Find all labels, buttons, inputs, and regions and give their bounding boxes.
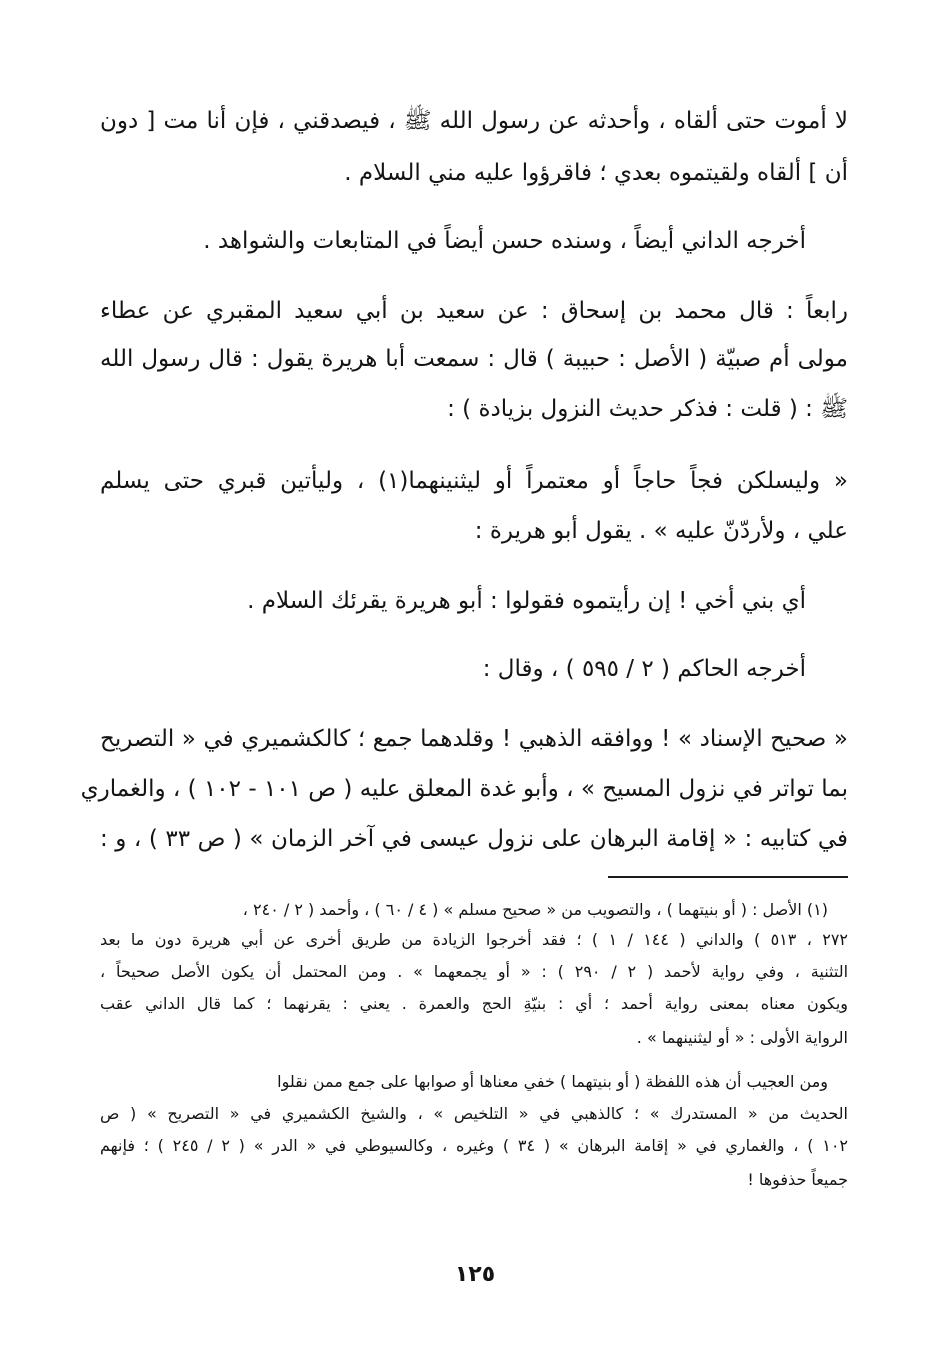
footnote-line: التثنية ، وفي رواية لأحمد ( ٢ / ٢٩٠ ) : « أو يجمعهما » . ومن المحتمل أن يكون الأصل صحيحاً ،: [100, 962, 849, 981]
footnote-line: ١٠٢ ) ، والغماري في « إقامة البرهان » ( ٣٤ ) وغيره ، وكالسيوطي في « الدر » ( ٢ / ٢٤٥ ) ؛ فإنهم: [100, 1136, 849, 1155]
main-text-line: في كتابيه : « إقامة البرهان على نزول عيسى في آخر الزمان » ( ص ٣٣ ) ، و :: [100, 826, 848, 852]
main-text-line: أخرجه الداني أيضاً ، وسنده حسن أيضاً في المتابعات والشواهد .: [203, 228, 806, 254]
footnote-line: جميعاً حذفوها !: [747, 1170, 848, 1189]
main-text-line: ﷺ : ( قلت : فذكر حديث النزول بزيادة ) :: [447, 396, 848, 422]
main-text-line: لا أموت حتى ألقاه ، وأحدثه عن رسول الله ﷺ ، فيصدقني ، فإن أنا مت [ دون: [100, 108, 848, 134]
footnote-line: الحديث من « المستدرك » ؛ كالذهبي في « التلخيص » ، والشيخ الكشميري في « التصريح » ( ص: [100, 1104, 848, 1123]
main-text-line: أن ] ألقاه ولقيتموه بعدي ؛ فاقرؤوا عليه مني السلام .: [344, 160, 848, 186]
page-number: ١٢٥: [454, 1262, 496, 1287]
main-text-line: « صحيح الإسناد » ! ووافقه الذهبي ! وقلدهما جمع ؛ كالكشميري في « التصريح: [100, 726, 848, 752]
main-text-line: علي ، ولأردّنّ عليه » . يقول أبو هريرة :: [474, 518, 848, 544]
footnote-line: ويكون معناه بمعنى رواية أحمد ؛ أي : بنيّةِ الحج والعمرة . يعني : يقرنهما ؛ كما قال الداني عقب: [100, 994, 848, 1013]
footnote-line: الرواية الأولى : « أو ليثنينهما » .: [636, 1028, 848, 1047]
footnote-separator: [608, 876, 848, 878]
main-text-line: أي بني أخي ! إن رأيتموه فقولوا : أبو هريرة يقرئك السلام .: [247, 588, 806, 614]
footnote-line: ومن العجيب أن هذه اللفظة ( أو بنيتهما ) خفي معناها أو صوابها على جمع ممن نقلوا: [277, 1072, 828, 1091]
main-text-line: بما تواتر في نزول المسيح » ، وأبو غدة المعلق عليه ( ص ١٠١ - ١٠٢ ) ، والغماري: [80, 776, 848, 802]
footnote-line: ٢٧٢ ، ٥١٣ ) والداني ( ١٤٤ / ١ ) ؛ فقد أخرجوا الزيادة من طريق أخرى عن أبي هريرة دون ما بعد: [100, 930, 849, 949]
main-text-line: « وليسلكن فجاً حاجاً أو معتمراً أو ليثنينهما(١) ، وليأتين قبري حتى يسلم: [100, 468, 848, 494]
footnote-line: (١) الأصل : ( أو بنيتهما ) ، والتصويب من « صحيح مسلم » ( ٤ / ٦٠ ) ، وأحمد ( ٢ / ٢٤٠ ،: [242, 900, 828, 919]
main-text-line: مولى أم صبيّة ( الأصل : حبيبة ) قال : سمعت أبا هريرة يقول : قال رسول الله: [100, 346, 848, 372]
main-text-line: رابعاً : قال محمد بن إسحاق : عن سعيد بن أبي سعيد المقبري عن عطاء: [100, 298, 848, 324]
main-text-line: أخرجه الحاكم ( ٢ / ٥٩٥ ) ، وقال :: [482, 656, 806, 682]
